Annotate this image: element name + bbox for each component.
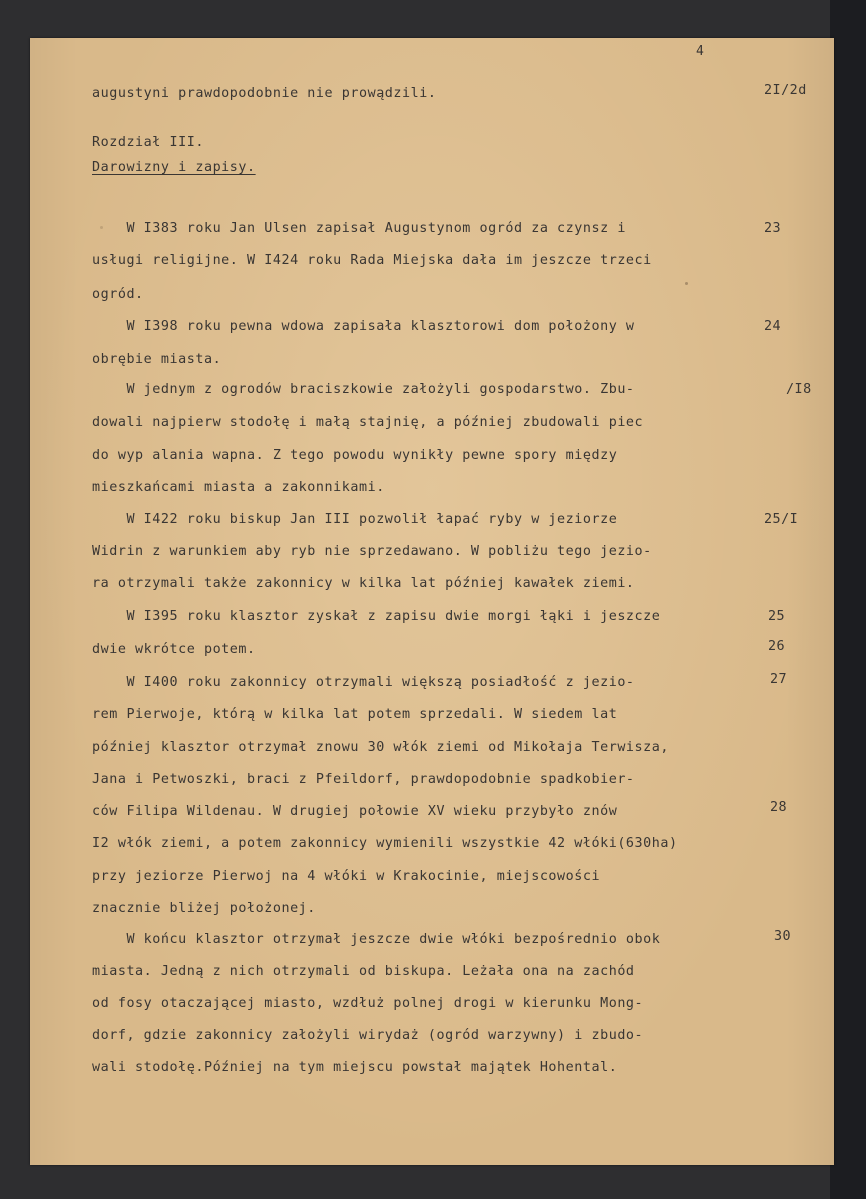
text-line: W I400 roku zakonnicy otrzymali większą posiadłość z jezio- [92,675,635,690]
text-line: ogród. [92,287,144,302]
text-line: W I395 roku klasztor zyskał z zapisu dwie morgi łąki i jeszcze [92,609,661,624]
margin-note: 28 [770,800,788,815]
margin-note: 25/I [764,512,799,527]
margin-note: 27 [770,672,788,687]
chapter-title: Darowizny i zapisy. [92,160,256,175]
text-line: W I422 roku biskup Jan III pozwolił łapać ryby w jeziorze [92,512,618,527]
paper-speck [100,226,103,229]
margin-note: 24 [764,319,782,334]
text-line: później klasztor otrzymał znowu 30 włók ziemi od Mikołaja Terwisza, [92,740,669,755]
margin-note: 26 [768,639,786,654]
text-line: W jednym z ogrodów braciszkowie założyli gospodarstwo. Zbu- [92,382,635,397]
scanner-edge [830,0,866,1199]
page-number: 4 [696,44,704,59]
text-line: ra otrzymali także zakonnicy w kilka lat później kawałek ziemi. [92,576,635,591]
text-line: rem Pierwoje, którą w kilka lat potem sprzedali. W siedem lat [92,707,618,722]
chapter-heading: Rozdział III. [92,135,204,150]
text-line: dwie wkrótce potem. [92,642,256,657]
text-line: dorf, gdzie zakonnicy założyli wirydaż (ogród warzywny) i zbudo- [92,1028,644,1043]
text-line: wali stodołę.Później na tym miejscu powstał majątek Hohental. [92,1060,618,1075]
text-line: obrębie miasta. [92,352,222,367]
document-page [30,38,834,1165]
text-line: miasta. Jedną z nich otrzymali od biskupa. Leżała ona na zachód [92,964,635,979]
text-line: Jana i Petwoszki, braci z Pfeildorf, prawdopodobnie spadkobier- [92,772,635,787]
text-line: usługi religijne. W I424 roku Rada Miejska dała im jeszcze trzeci [92,253,652,268]
text-line: augustyni prawdopodobnie nie prowądzili. [92,86,437,101]
text-line: Widrin z warunkiem aby ryb nie sprzedawano. W pobliżu tego jezio- [92,544,652,559]
margin-note: 30 [774,929,792,944]
text-line: W końcu klasztor otrzymał jeszcze dwie włóki bezpośrednio obok [92,932,661,947]
paper-speck [685,282,688,285]
text-line: W I398 roku pewna wdowa zapisała klasztorowi dom położony w [92,319,635,334]
text-line: mieszkańcami miasta a zakonnikami. [92,480,385,495]
archive-reference: 2I/2d [764,83,807,98]
text-line: ców Filipa Wildenau. W drugiej połowie XV wieku przybyło znów [92,804,618,819]
text-line: od fosy otaczającej miasto, wzdłuż polnej drogi w kierunku Mong- [92,996,644,1011]
margin-note: 23 [764,221,782,236]
text-line: dowali najpierw stodołę i małą stajnię, a później zbudowali piec [92,415,644,430]
margin-note: /I8 [786,382,812,397]
text-line: przy jeziorze Pierwoj na 4 włóki w Krakocinie, miejscowości [92,869,601,884]
margin-note: 25 [768,609,786,624]
text-line: I2 włók ziemi, a potem zakonnicy wymienili wszystkie 42 włóki(630ha) [92,836,678,851]
text-line: znacznie bliżej położonej. [92,901,316,916]
text-line: do wyp alania wapna. Z tego powodu wynikły pewne spory między [92,448,618,463]
text-line: W I383 roku Jan Ulsen zapisał Augustynom ogród za czynsz i [92,221,626,236]
